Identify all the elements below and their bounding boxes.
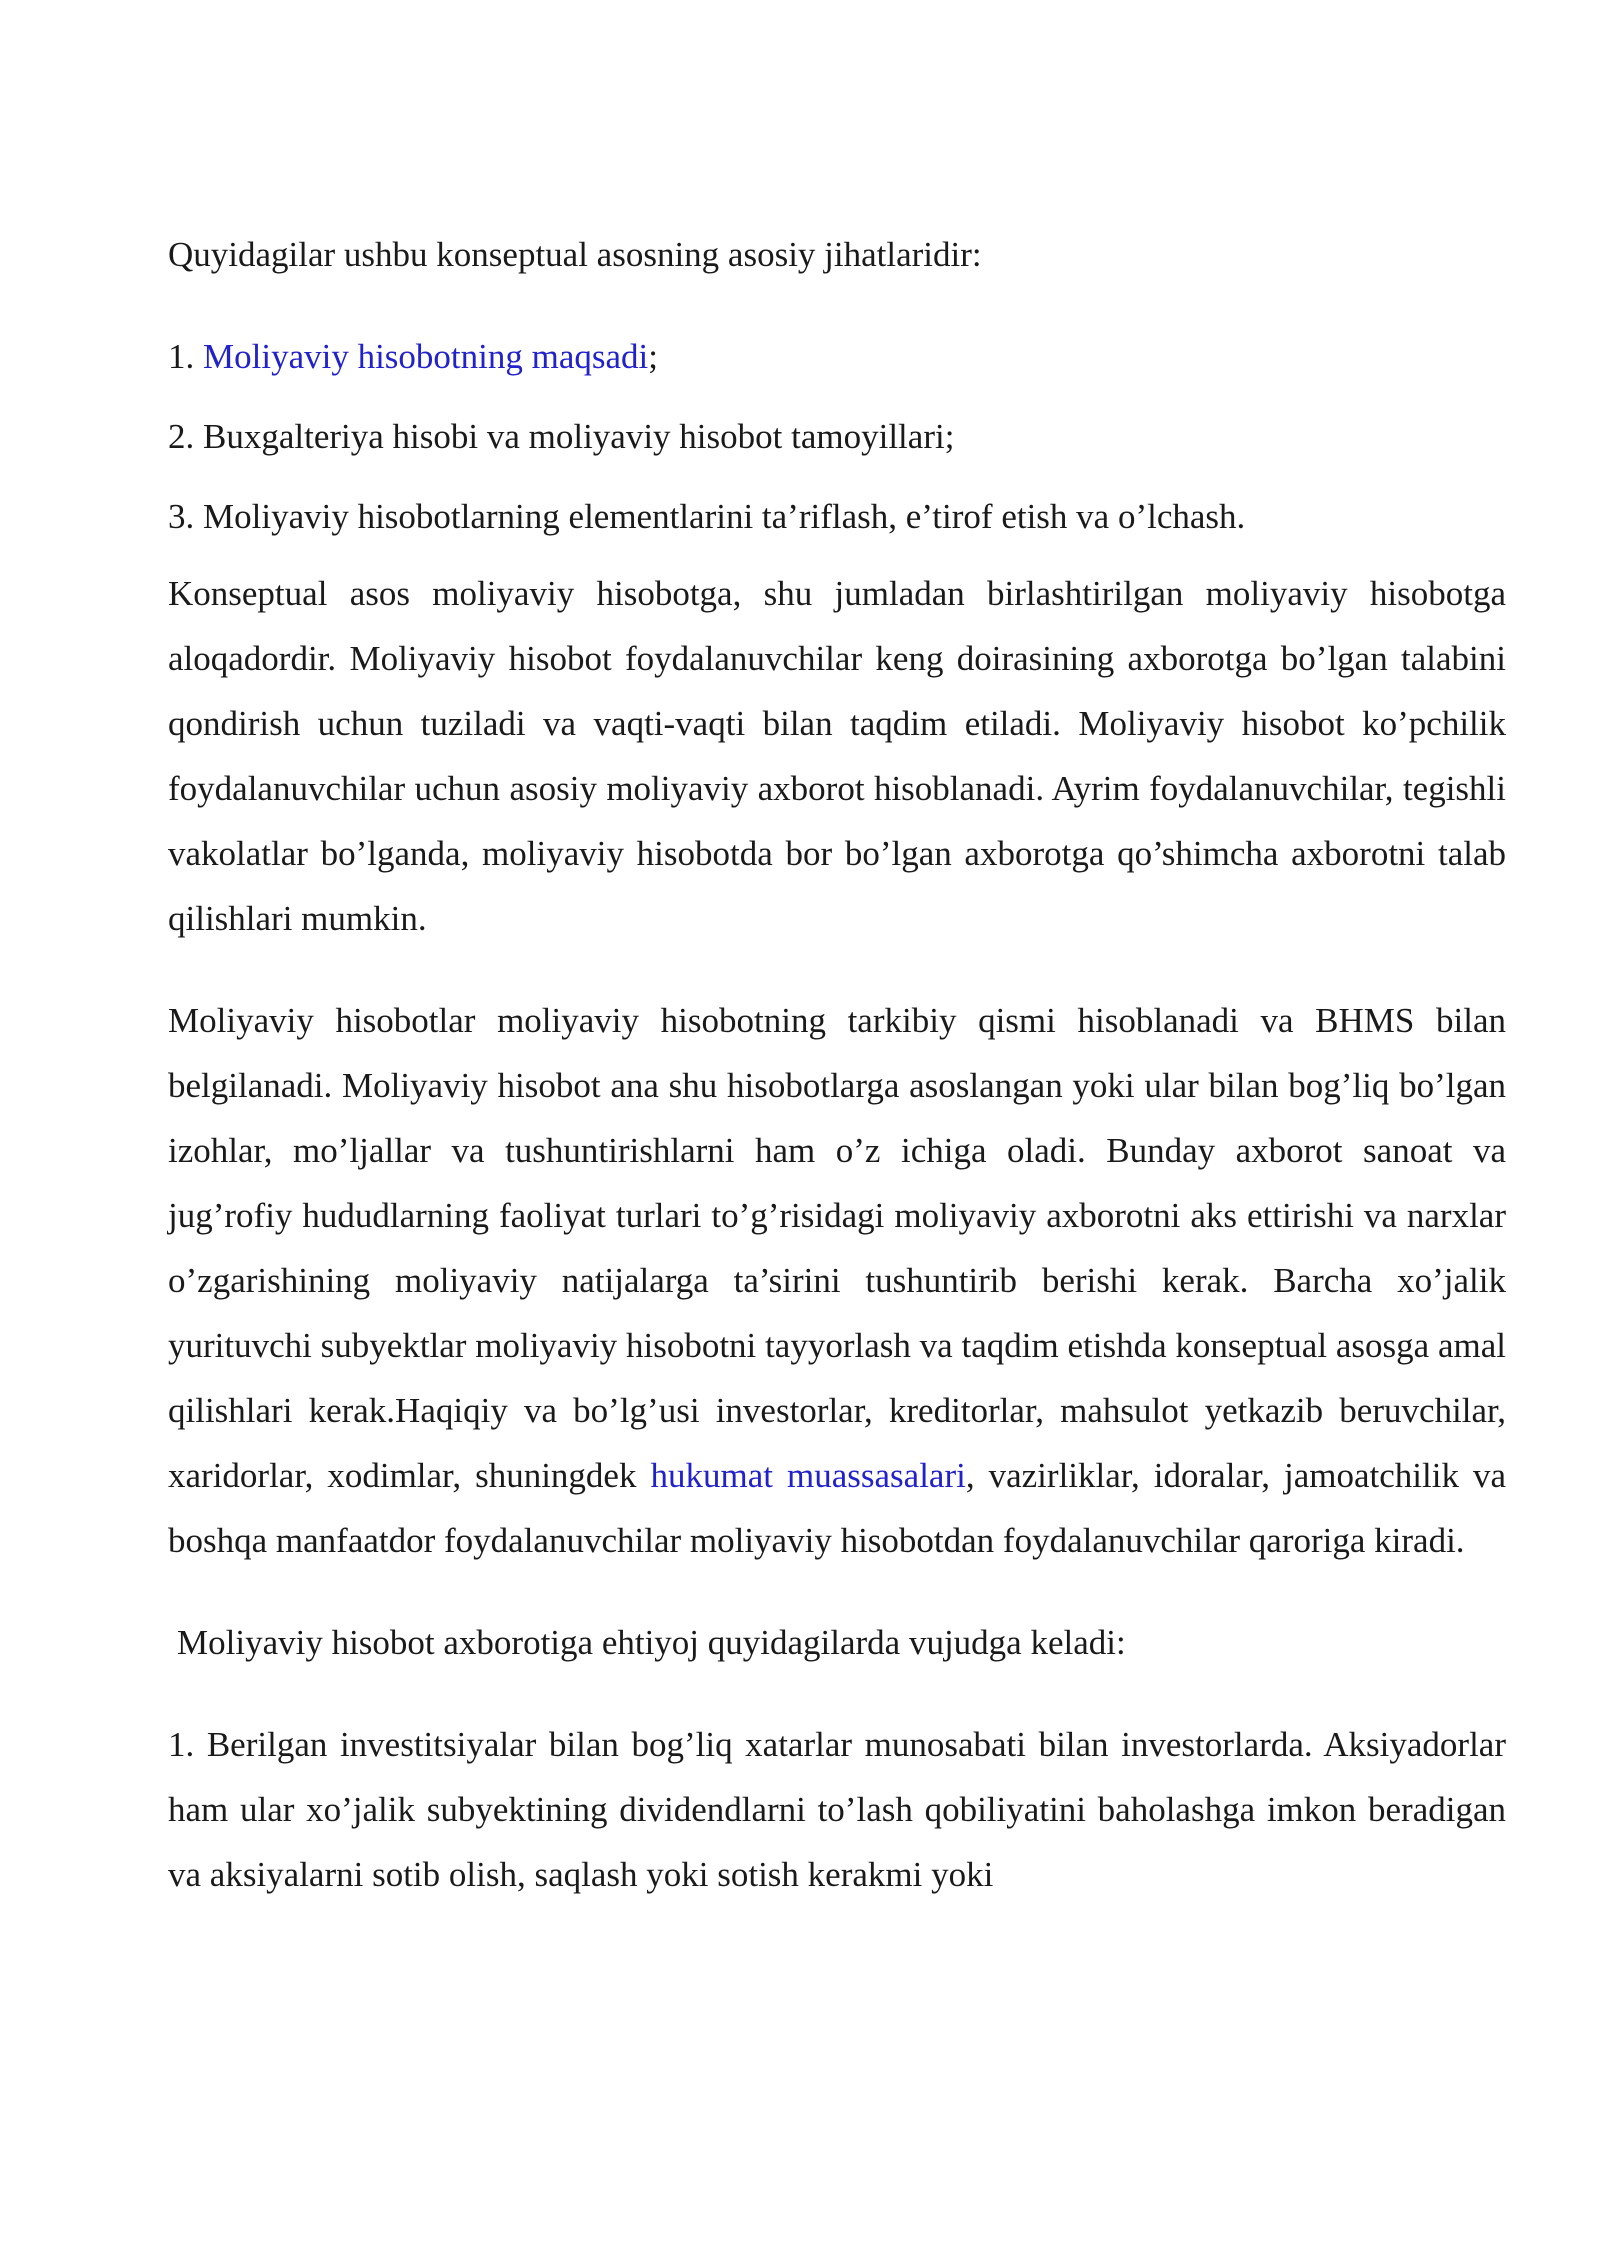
list-item-1-suffix: ; [648, 337, 658, 376]
paragraph-financial-statements-tail: , vazirliklar, idoralar, jamoatchilik va boshqa manfaatdor foydalanuvchilar moliyaviy hisobotdan foydalanuvchilar qaroriga kiradi. [168, 1456, 1506, 1560]
government-institutions-link[interactable]: hukumat muassasalari [650, 1456, 966, 1495]
list-item-1 [168, 324, 1506, 389]
paragraph-financial-statements-text: Moliyaviy hisobotlar moliyaviy hisobotning tarkibiy qismi hisoblanadi va BHMS bilan belgilanadi. Moliyaviy hisobot ana shu hisobotlarga asoslangan yoki ular bilan bog’liq bo’lgan izohlar, mo’ljallar va tushuntirishlarni ham o’z ichiga oladi. Bunday axborot sanoat va jug’rofiy hududlarning faoliyat turlari to’g’risidagi moliyaviy axborotni aks ettirishi va narxlar o’zgarishining moliyaviy natijalarga ta’sirini tushuntirib berishi kerak. Barcha xo’jalik yurituvchi subyektlar moliyaviy hisobotni tayyorlash va taqdim etishda konseptual asosga amal qilishlari kerak.Haqiqiy va bo’lg’usi investorlar, kreditorlar, mahsulot yetkazib beruvchilar, xaridorlar, xodimlar, shuningdek [168, 1001, 1506, 1495]
information-need-item-1: 1. Berilgan investitsiyalar bilan bog’liq xatarlar munosabati bilan investorlarda. Aksiyadorlar ham ular xo’jalik subyektining dividendlarni to’lash qobiliyatini baholashga imkon beradigan va aksiyalarni sotib olish, saqlash yoki sotish kerakmi yoki [168, 1725, 1506, 1894]
paragraph-conceptual-framework: Konseptual asos moliyaviy hisobotga, shu jumladan birlashtirilgan moliyaviy hisobotga aloqadordir. Moliyaviy hisobot foydalanuvchilar keng doirasining axborotga bo’lgan talabini qondirish uchun tuziladi va vaqti-vaqti bilan taqdim etiladi. Moliyaviy hisobot ko’pchilik foydalanuvchilar uchun asosiy moliyaviy axborot hisoblanadi. Ayrim foydalanuvchilar, tegishli vakolatlar bo’lganda, moliyaviy hisobotda bor bo’lgan axborotga qo’shimcha axborotni talab qilishlari mumkin. [168, 574, 1506, 938]
list-item-3: 3. Moliyaviy hisobotlarning elementlarini ta’riflash, e’tirof etish va o’lchash. [168, 497, 1246, 536]
purpose-of-financial-reporting-link[interactable]: Moliyaviy hisobotning maqsadi [203, 337, 649, 376]
paragraph-financial-statements [168, 988, 1506, 1573]
list-item-2: 2. Buxgalteriya hisobi va moliyaviy hisobot tamoyillari; [168, 417, 955, 456]
intro-line: Quyidagilar ushbu konseptual asosning asosiy jihatlaridir: [168, 235, 982, 274]
information-need-intro: Moliyaviy hisobot axborotiga ehtiyoj quyidagilarda vujudga keladi: [177, 1623, 1126, 1662]
document-page [168, 222, 1506, 1907]
list-item-1-number: 1. [168, 337, 203, 376]
